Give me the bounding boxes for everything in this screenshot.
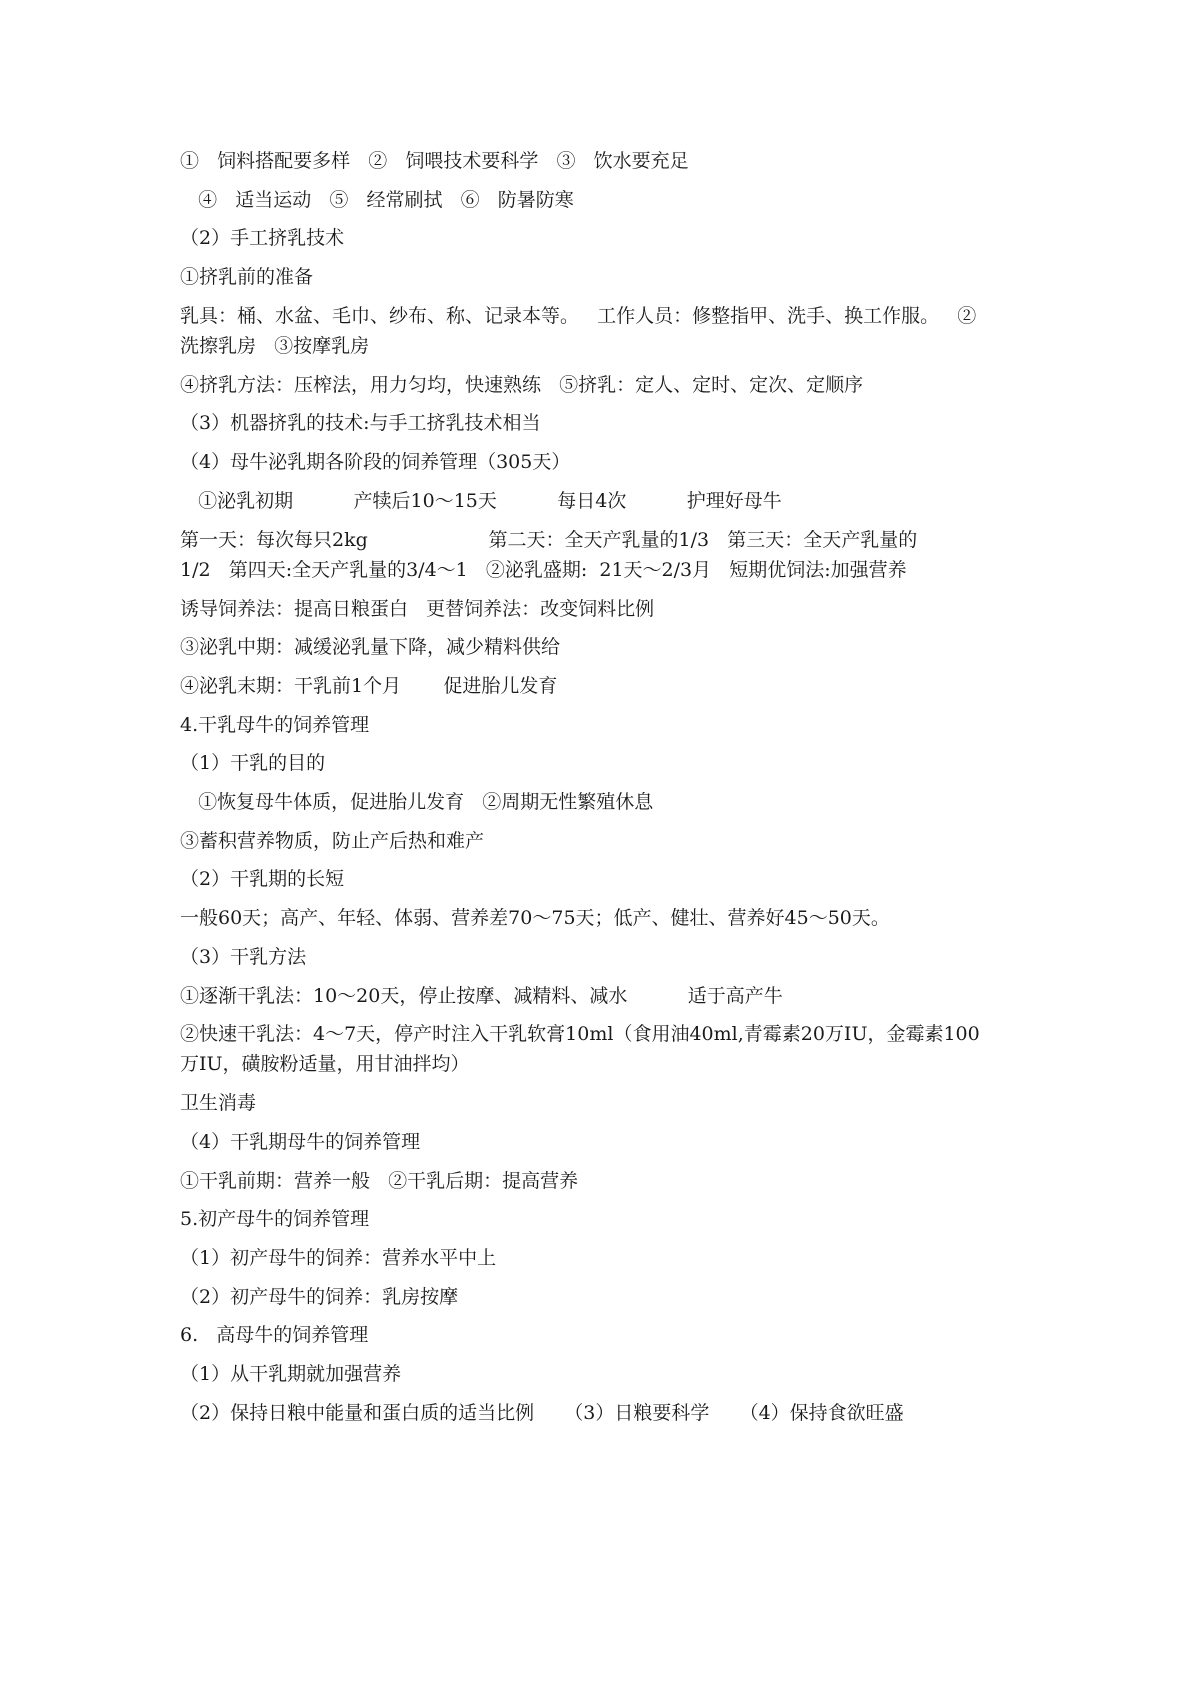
text-line: ①挤乳前的准备: [180, 266, 314, 288]
section-heading: （2）干乳期的长短: [180, 868, 345, 890]
text-line: 1/2 第四天:全天产乳量的3/4～1 ②泌乳盛期: 21天～2/3月 短期优饲法:加强营养: [180, 559, 907, 581]
text-line: 诱导饲养法：提高日粮蛋白 更替饲养法：改变饲料比例: [180, 598, 655, 620]
section-heading: （3）干乳方法: [180, 946, 307, 968]
section-heading: （3）机器挤乳的技术:与手工挤乳技术相当: [180, 412, 541, 434]
text-line: （2）初产母牛的饲养：乳房按摩: [180, 1286, 459, 1308]
text-line: ①泌乳初期 产犊后10～15天 每日4次 护理好母牛: [180, 490, 782, 512]
text-line: （1）初产母牛的饲养：营养水平中上: [180, 1247, 497, 1269]
text-line: ④泌乳末期：干乳前1个月 促进胎儿发育: [180, 675, 558, 697]
text-line: 洗擦乳房 ③按摩乳房: [180, 335, 370, 357]
text-line: （2）保持日粮中能量和蛋白质的适当比例 （3）日粮要科学 （4）保持食欲旺盛: [180, 1402, 904, 1424]
text-line: ① 饲料搭配要多样 ② 饲喂技术要科学 ③ 饮水要充足: [180, 150, 689, 172]
text-line: 卫生消毒: [180, 1092, 257, 1114]
text-line: ④ 适当运动 ⑤ 经常刷拭 ⑥ 防暑防寒: [180, 189, 574, 211]
text-line: （1）从干乳期就加强营养: [180, 1363, 402, 1385]
text-line: 第一天：每次每只2kg 第二天：全天产乳量的1/3 第三天：全天产乳量的: [180, 529, 918, 551]
text-line: ①逐渐干乳法：10～20天，停止按摩、减精料、减水 适于高产牛: [180, 985, 783, 1007]
text-line: 一般60天；高产、年轻、体弱、营养差70～75天；低产、健壮、营养好45～50天。: [180, 907, 890, 929]
text-line: ③蓄积营养物质，防止产后热和难产: [180, 830, 485, 852]
text-line: 万IU，磺胺粉适量，用甘油拌均）: [180, 1053, 470, 1075]
text-line: ①干乳前期：营养一般 ②干乳后期：提高营养: [180, 1170, 579, 1192]
section-heading: 5.初产母牛的饲养管理: [180, 1208, 370, 1230]
text-line: 乳具：桶、水盆、毛巾、纱布、称、记录本等。 工作人员：修整指甲、洗手、换工作服。 ②: [180, 305, 977, 327]
text-line: ③泌乳中期：减缓泌乳量下降，减少精料供给: [180, 636, 561, 658]
section-heading: 6. 高母牛的饲养管理: [180, 1324, 369, 1346]
text-line: ①恢复母牛体质，促进胎儿发育 ②周期无性繁殖休息: [180, 791, 654, 813]
section-heading: 4.干乳母牛的饲养管理: [180, 714, 370, 736]
section-heading: （4）干乳期母牛的饲养管理: [180, 1131, 421, 1153]
section-heading: （4）母牛泌乳期各阶段的饲养管理（305天）: [180, 451, 571, 473]
section-heading: （2）手工挤乳技术: [180, 227, 345, 249]
section-heading: （1）干乳的目的: [180, 752, 326, 774]
text-line: ④挤乳方法：压榨法，用力匀均，快速熟练 ⑤挤乳：定人、定时、定次、定顺序: [180, 374, 864, 396]
text-line: ②快速干乳法：4～7天，停产时注入干乳软膏10ml（食用油40ml,青霉素20万IU，金霉素100: [180, 1023, 980, 1045]
